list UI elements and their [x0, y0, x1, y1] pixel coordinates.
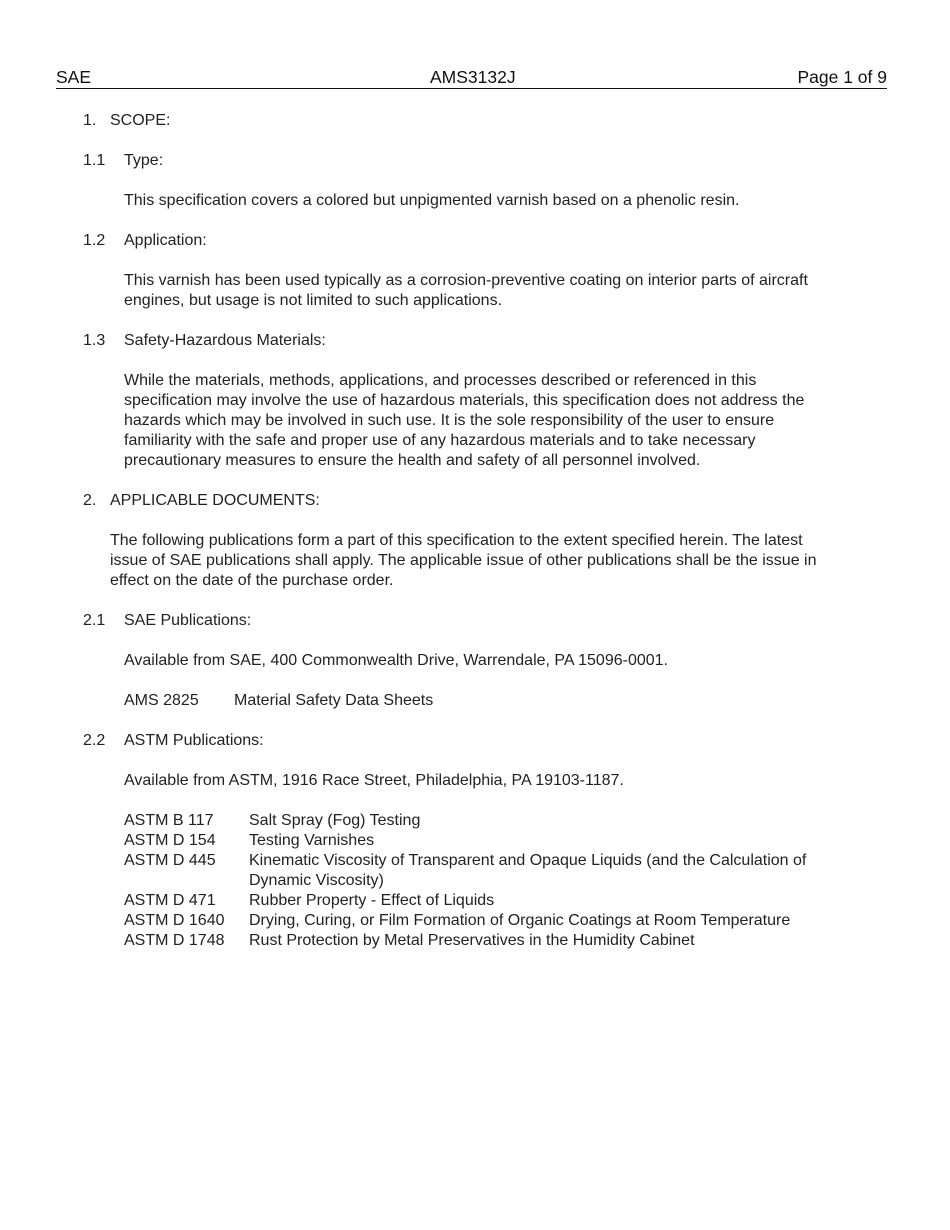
section-2-1-availability: Available from SAE, 400 Commonwealth Drive, Warrendale, PA 15096-0001.	[124, 652, 668, 669]
reference-title: Testing Varnishes	[249, 832, 375, 849]
section-1-3-title: Safety-Hazardous Materials:	[124, 332, 326, 349]
header-doc-number: AMS3132J	[430, 67, 516, 87]
reference-code: ASTM D 471	[124, 892, 216, 909]
body-line: hazards which may be involved in such use. It is the sole responsibility of the user to ensure	[124, 412, 775, 429]
section-2-1-title: SAE Publications:	[124, 612, 252, 629]
reference-title: Material Safety Data Sheets	[234, 692, 434, 709]
section-1-2-number: 1.2	[83, 232, 106, 249]
section-1-3-number: 1.3	[83, 332, 106, 349]
body-line: This varnish has been used typically as a corrosion-preventive coating on interior parts of aircraft	[124, 272, 808, 289]
section-2-1-number: 2.1	[83, 612, 106, 629]
body-line: issue of SAE publications shall apply. The applicable issue of other publications shall be the issue in	[110, 552, 817, 569]
reference-title-continued: Dynamic Viscosity)	[249, 872, 384, 889]
section-2-body	[110, 531, 817, 591]
section-1-1-number: 1.1	[83, 152, 106, 169]
header-page-number: Page 1 of 9	[797, 67, 887, 87]
reference-title: Salt Spray (Fog) Testing	[249, 812, 421, 829]
body-line: The following publications form a part of this specification to the extent specified herein. The latest	[110, 532, 803, 549]
body-line: precautionary measures to ensure the health and safety of all personnel involved.	[124, 452, 701, 469]
section-2-title: APPLICABLE DOCUMENTS:	[110, 492, 320, 509]
body-line: This specification covers a colored but unpigmented varnish based on a phenolic resin.	[124, 192, 740, 209]
body-line: specification may involve the use of hazardous materials, this specification does not address the	[124, 392, 805, 409]
section-1-title: SCOPE:	[110, 112, 171, 129]
reference-code: AMS 2825	[124, 692, 199, 709]
reference-code: ASTM D 154	[124, 832, 216, 849]
section-2-number: 2.	[83, 492, 97, 509]
reference-code: ASTM D 1748	[124, 932, 225, 949]
section-2-2-number: 2.2	[83, 732, 106, 749]
reference-code: ASTM D 1640	[124, 912, 225, 929]
body-line: While the materials, methods, applications, and processes described or referenced in this	[124, 372, 757, 389]
reference-code: ASTM D 445	[124, 852, 216, 869]
section-1-number: 1.	[83, 112, 97, 129]
reference-title: Rust Protection by Metal Preservatives in the Humidity Cabinet	[249, 932, 695, 949]
section-1-1-body	[124, 191, 739, 211]
page-header	[56, 66, 887, 89]
section-1-2-title: Application:	[124, 232, 207, 249]
section-2-2-title: ASTM Publications:	[124, 732, 264, 749]
section-2-2-availability: Available from ASTM, 1916 Race Street, Philadelphia, PA 19103-1187.	[124, 772, 624, 789]
header-org: SAE	[56, 67, 92, 87]
reference-title: Rubber Property - Effect of Liquids	[249, 892, 495, 909]
section-1-2-body	[124, 271, 808, 311]
reference-title: Kinematic Viscosity of Transparent and Opaque Liquids (and the Calculation of	[249, 852, 807, 869]
section-1-1-title: Type:	[124, 152, 164, 169]
body-line: familiarity with the safe and proper use of any hazardous materials and to take necessary	[124, 432, 756, 449]
body-line: engines, but usage is not limited to such applications.	[124, 292, 503, 309]
section-1-3-body	[124, 371, 804, 471]
body-line: effect on the date of the purchase order.	[110, 572, 394, 589]
reference-code: ASTM B 117	[124, 812, 214, 829]
reference-title: Drying, Curing, or Film Formation of Organic Coatings at Room Temperature	[249, 912, 791, 929]
